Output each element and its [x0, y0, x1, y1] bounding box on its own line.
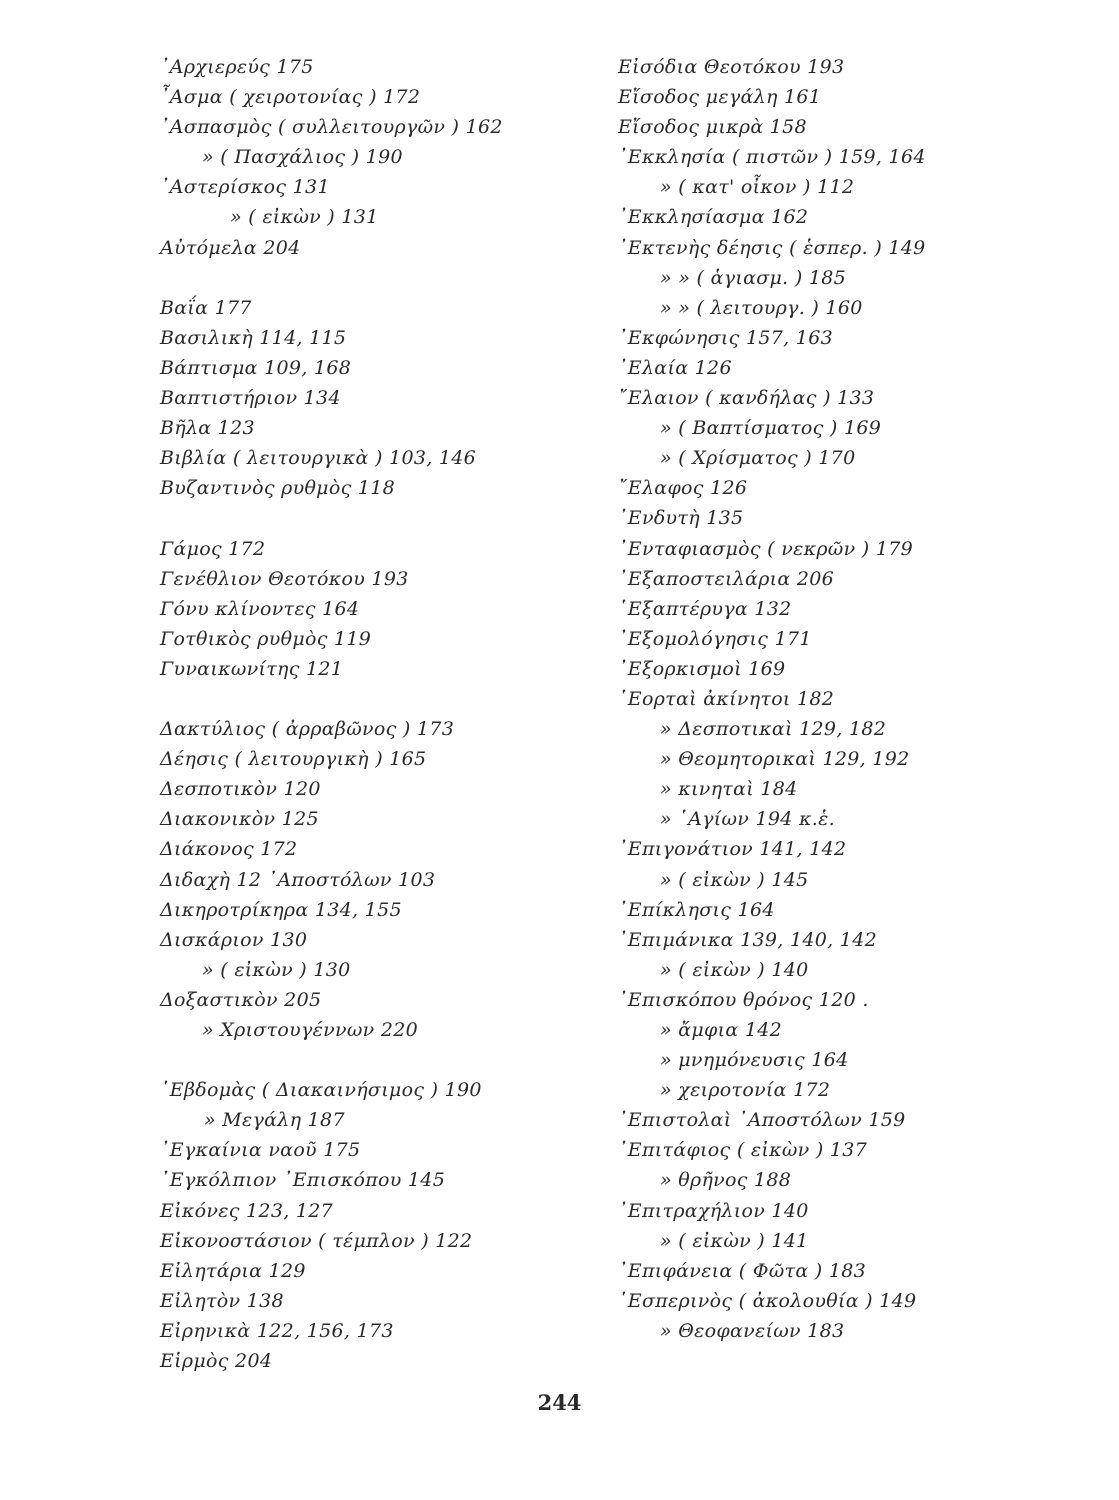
- index-entry: ᾿Εξορκισμοὶ 169: [618, 657, 786, 680]
- index-entry: » Δεσποτικαὶ 129, 182: [660, 718, 887, 741]
- index-entry: ᾿Επιτραχήλιον 140: [618, 1199, 809, 1222]
- index-entry: ᾿Εκτενὴς δέησις ( ἑσπερ. ) 149: [618, 236, 926, 259]
- index-entry: ᾿Εξομολόγησις 171: [618, 627, 812, 650]
- index-entry: Δακτύλιος ( ἀρραβῶνος ) 173: [160, 718, 455, 741]
- index-entry: » θρῆνος 188: [660, 1169, 792, 1192]
- index-entry: Διδαχὴ 12 ᾿Αποστόλων 103: [160, 868, 436, 891]
- index-entry: ᾿Εκφώνησις 157, 163: [618, 326, 833, 349]
- index-entry: Γοτθικὸς ρυθμὸς 119: [160, 627, 372, 650]
- section-gap: [160, 263, 600, 293]
- index-entry: » ῾Αγίων 194 κ.ἑ.: [660, 808, 835, 831]
- index-entry: ῾Εσπερινὸς ( ἀκολουθία ) 149: [618, 1289, 917, 1312]
- index-entry: Εἱρμὸς 204: [160, 1350, 273, 1373]
- index-entry: » ( Πασχάλιος ) 190: [202, 146, 403, 169]
- index-column-right: [618, 52, 1098, 1346]
- section-gap: [160, 684, 600, 714]
- index-entry: ᾿Εκκλησία ( πιστῶν ) 159, 164: [618, 146, 926, 169]
- index-entry: » » ( λειτουργ. ) 160: [660, 296, 863, 319]
- index-entry: » ( Χρίσματος ) 170: [660, 447, 856, 470]
- index-entry: Εἰκονοστάσιον ( τέμπλον ) 122: [160, 1229, 473, 1252]
- index-entry: Βάπτισμα 109, 168: [160, 356, 352, 379]
- index-entry: Γυναικωνίτης 121: [160, 657, 344, 680]
- section-gap: [160, 1045, 600, 1075]
- index-entry: » κινηταὶ 184: [660, 778, 798, 801]
- index-entry: Βασιλικὴ 114, 115: [160, 326, 347, 349]
- index-entry: Δεσποτικὸν 120: [160, 778, 321, 801]
- index-entry: Αὐτόμελα 204: [160, 236, 301, 259]
- index-entry: Διάκονος 172: [160, 838, 298, 861]
- index-entry: Γόνυ κλίνοντες 164: [160, 597, 360, 620]
- index-entry: Εἴσοδος μεγάλη 161: [618, 86, 822, 109]
- index-entry: » μνημόνευσις 164: [660, 1049, 849, 1072]
- index-entry: Δέησις ( λειτουργικὴ ) 165: [160, 748, 427, 771]
- index-entry: Εἰσόδια Θεοτόκου 193: [618, 56, 845, 78]
- index-entry: ᾿Επίκλησις 164: [618, 898, 775, 921]
- index-entry: » ( κατ' οἶκον ) 112: [660, 176, 855, 199]
- index-entry: Διακονικὸν 125: [160, 808, 319, 831]
- index-entry: Βῆλα 123: [160, 417, 255, 440]
- index-entry: ῾Εξαπτέρυγα 132: [618, 597, 792, 620]
- index-entry: Δισκάριον 130: [160, 928, 308, 951]
- index-entry: ᾿Ελαία 126: [618, 356, 732, 379]
- index-entry: Βυζαντινὸς ρυθμὸς 118: [160, 477, 396, 500]
- index-entry: ᾿Αρχιερεύς 175: [160, 56, 314, 78]
- index-entry: » ( Βαπτίσματος ) 169: [660, 417, 882, 440]
- index-entry: ᾿Εκκλησίασμα 162: [618, 206, 809, 229]
- index-entry: » Χριστουγέννων 220: [202, 1019, 418, 1041]
- index-entry: ᾿Εγκόλπιον ᾿Επισκόπου 145: [160, 1169, 446, 1192]
- index-entry: Βιβλία ( λειτουργικὰ ) 103, 146: [160, 447, 477, 470]
- index-entry: » ( εἰκὼν ) 140: [660, 958, 809, 981]
- index-entry: Εἰλητάρια 129: [160, 1259, 306, 1282]
- index-entry: Εἰλητὸν 138: [160, 1289, 284, 1312]
- index-entry: ᾿Εγκαίνια ναοῦ 175: [160, 1139, 361, 1162]
- index-entry: Βαπτιστήριον 134: [160, 387, 341, 410]
- index-entry: Γάμος 172: [160, 537, 266, 560]
- index-entry: ᾿Ενταφιασμὸς ( νεκρῶν ) 179: [618, 537, 914, 560]
- index-entry: » Μεγάλη 187: [204, 1109, 345, 1132]
- index-entry: » χειροτονία 172: [660, 1079, 831, 1102]
- index-entry: ᾿Επισκόπου θρόνος 120 .: [618, 988, 869, 1011]
- index-entry: ᾿Επιμάνικα 139, 140, 142: [618, 928, 877, 951]
- index-entry: ᾿Εξαποστειλάρια 206: [618, 567, 835, 590]
- index-entry: » ( εἰκὼν ) 131: [230, 206, 379, 229]
- index-entry: » » ( ἁγιασμ. ) 185: [660, 266, 847, 289]
- index-entry: ῾Εβδομὰς ( Διακαινήσιμος ) 190: [160, 1079, 482, 1102]
- index-entry: » Θεοφανείων 183: [660, 1319, 845, 1342]
- index-entry: » Θεομητορικαὶ 129, 192: [660, 748, 910, 771]
- index-entry: ῾Εορταὶ ἀκίνητοι 182: [618, 687, 835, 710]
- section-gap: [160, 503, 600, 533]
- index-entry: ᾿Επιτάφιος ( εἰκὼν ) 137: [618, 1139, 868, 1162]
- index-entry: Δικηροτρίκηρα 134, 155: [160, 898, 402, 921]
- index-entry: » ( εἰκὼν ) 145: [660, 868, 809, 891]
- index-entry: ῎Ελαφος 126: [618, 477, 748, 500]
- index-entry: Εἰκόνες 123, 127: [160, 1199, 334, 1222]
- index-entry: ᾿Ασπασμὸς ( συλλειτουργῶν ) 162: [160, 116, 503, 139]
- index-entry: ᾿Επιφάνεια ( Φῶτα ) 183: [618, 1259, 867, 1282]
- index-entry: » ( εἰκὼν ) 141: [660, 1229, 809, 1252]
- index-column-left: [160, 52, 600, 1376]
- index-entry: ῏Ασμα ( χειροτονίας ) 172: [160, 86, 421, 109]
- index-entry: Βαΐα 177: [160, 296, 252, 319]
- page-number: 244: [537, 1390, 582, 1415]
- index-entry: Δοξαστικὸν 205: [160, 988, 322, 1011]
- index-entry: Εἴσοδος μικρὰ 158: [618, 116, 807, 139]
- index-entry: ᾿Ενδυτὴ 135: [618, 507, 744, 530]
- index-entry: » ἄμφια 142: [660, 1019, 783, 1041]
- index-entry: Εἰρηνικὰ 122, 156, 173: [160, 1319, 394, 1342]
- index-entry: » ( εἰκὼν ) 130: [202, 958, 351, 981]
- index-entry: ᾿Αστερίσκος 131: [160, 176, 330, 199]
- index-entry: ᾿Επιστολαὶ ᾿Αποστόλων 159: [618, 1109, 906, 1132]
- index-entry: ᾿Επιγονάτιον 141, 142: [618, 838, 847, 861]
- index-entry: Γενέθλιον Θεοτόκου 193: [160, 567, 409, 590]
- index-entry: ῎Ελαιον ( κανδήλας ) 133: [618, 387, 875, 410]
